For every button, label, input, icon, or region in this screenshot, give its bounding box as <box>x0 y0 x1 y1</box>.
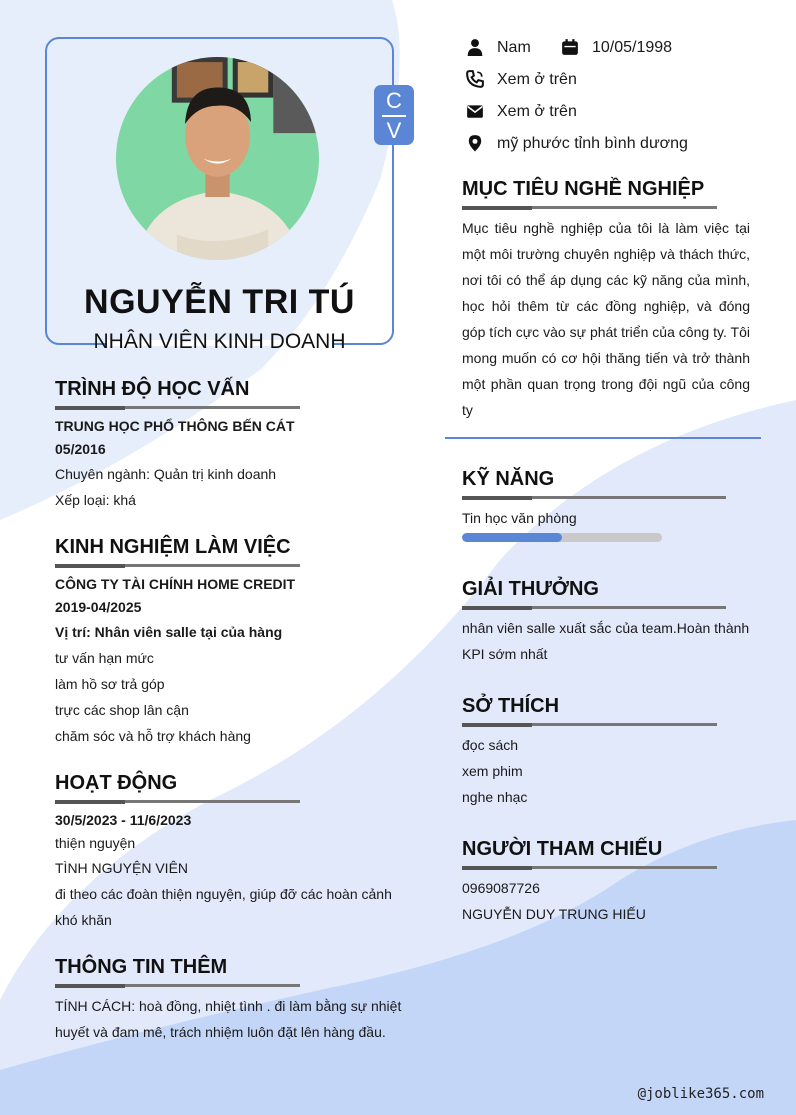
extra-title: THÔNG TIN THÊM <box>55 956 228 978</box>
skill-level-bar <box>462 533 662 542</box>
address-value: mỹ phước tỉnh bình dương <box>497 135 688 152</box>
phone-icon <box>466 70 484 88</box>
education-school: TRUNG HỌC PHỔ THÔNG BẾN CÁT <box>55 418 295 434</box>
objective-title: MỤC TIÊU NGHỀ NGHIỆP <box>462 178 705 200</box>
hobby-item: xem phim <box>462 763 523 779</box>
experience-task: làm hồ sơ trả góp <box>55 676 165 692</box>
education-title: TRÌNH ĐỘ HỌC VẤN <box>55 378 250 400</box>
experience-date: 2019-04/2025 <box>55 599 142 615</box>
activities-desc: khó khăn <box>55 912 112 928</box>
person-icon <box>466 38 484 56</box>
avatar <box>116 57 319 260</box>
activities-role: TÌNH NGUYỆN VIÊN <box>55 860 189 876</box>
education-grade: Xếp loại: khá <box>55 492 136 508</box>
education-date: 05/2016 <box>55 441 106 457</box>
extra-line: TÍNH CÁCH: hoà đồng, nhiệt tình . đi làm bằng sự nhiệt <box>55 998 402 1014</box>
experience-task: chăm sóc và hỗ trợ khách hàng <box>55 728 251 744</box>
envelope-icon <box>466 102 484 120</box>
extra-line: huyết và đam mê, trách nhiệm luôn đặt lên hàng đầu. <box>55 1024 386 1040</box>
skill-name: Tin học văn phòng <box>462 510 577 526</box>
calendar-icon <box>561 38 579 56</box>
cv-badge-bottom: V <box>386 118 402 143</box>
experience-task: tư vấn hạn mức <box>55 650 154 666</box>
activities-date: 30/5/2023 - 11/6/2023 <box>55 812 192 828</box>
hobby-item: đọc sách <box>462 737 519 753</box>
section-divider <box>445 437 761 439</box>
education-major: Chuyên ngành: Quản trị kinh doanh <box>55 466 277 482</box>
skills-title: KỸ NĂNG <box>462 468 555 490</box>
cv-badge-top: C <box>386 88 402 113</box>
experience-task: trực các shop lân cận <box>55 702 189 718</box>
activities-org: thiện nguyện <box>55 835 136 851</box>
map-pin-icon <box>466 134 484 152</box>
experience-title: KINH NGHIỆM LÀM VIỆC <box>55 536 291 558</box>
hobby-item: nghe nhạc <box>462 789 528 805</box>
watermark: @joblike365.com <box>637 1086 764 1102</box>
hobbies-title: SỞ THÍCH <box>462 695 560 717</box>
objective-text: Mục tiêu nghề nghiệp của tôi là làm việc tại một môi trường chuyên nghiệp và thách thức, nơi tôi có thể áp dụng các kỹ năng của mình, học hỏi thêm từ các đồng nghiệp, và đóng góp tích cực vào sự phát triển của công ty. Tôi mong muốn có cơ hội thăng tiến và trở thành một phần quan trọng trong đội ngũ của công ty <box>462 220 750 418</box>
candidate-role: NHÂN VIÊN KINH DOANH <box>93 330 346 353</box>
skill-level-fill <box>462 533 562 542</box>
awards-line: KPI sớm nhất <box>462 646 548 662</box>
phone-value: Xem ở trên <box>497 71 577 88</box>
experience-position: Vị trí: Nhân viên salle tại của hàng <box>55 624 283 640</box>
awards-title: GIẢI THƯỞNG <box>462 578 599 600</box>
birthday-value: 10/05/1998 <box>592 39 673 56</box>
gender-value: Nam <box>497 39 531 56</box>
activities-title: HOẠT ĐỘNG <box>55 772 178 794</box>
activities-desc: đi theo các đoàn thiện nguyện, giúp đỡ các hoàn cảnh <box>55 886 392 902</box>
candidate-name: NGUYỄN TRI TÚ <box>84 283 355 321</box>
email-value: Xem ở trên <box>497 103 577 120</box>
reference-name: NGUYỄN DUY TRUNG HIẾU <box>462 906 646 922</box>
references-title: NGƯỜI THAM CHIẾU <box>462 838 663 860</box>
cv-badge <box>374 85 414 145</box>
reference-phone: 0969087726 <box>462 880 540 896</box>
experience-company: CÔNG TY TÀI CHÍNH HOME CREDIT <box>55 576 296 592</box>
awards-line: nhân viên salle xuất sắc của team.Hoàn thành <box>462 620 750 636</box>
